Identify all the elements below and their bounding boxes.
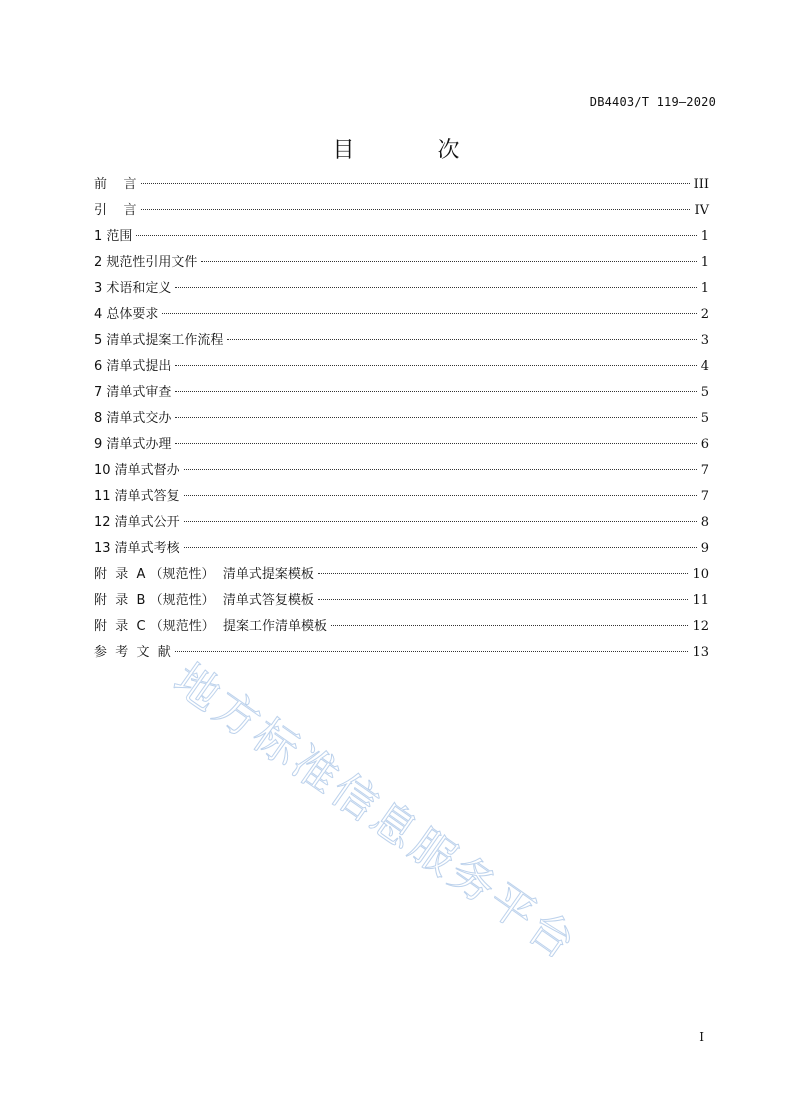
toc-entry-label: 9 清单式办理 [94,437,172,452]
toc-entry-page: IV [694,203,709,218]
toc-dot-leader [141,183,690,184]
toc-entry-label: 12 清单式公开 [94,515,180,530]
toc-dot-leader [184,469,697,470]
toc-entry[interactable] [94,406,709,432]
page-number: I [699,1030,704,1044]
toc-entry[interactable] [94,510,709,536]
toc-entry-label: 1 范围 [94,229,133,244]
toc-entry-label: 5 清单式提案工作流程 [94,333,224,348]
toc-dot-leader [175,365,696,366]
toc-dot-leader [141,209,691,210]
toc-entry[interactable] [94,224,709,250]
toc-entry-page: 10 [692,567,709,582]
toc-entry-label: 3 术语和定义 [94,281,172,296]
toc-entry-page: 9 [700,541,709,556]
toc-entry-label: 引 言 [94,203,137,218]
toc-entry-page: 11 [692,593,709,608]
toc-entry-label: 13 清单式考核 [94,541,180,556]
toc-dot-leader [175,443,696,444]
toc-dot-leader [184,547,697,548]
table-of-contents [94,172,709,666]
toc-entry-page: 1 [700,255,709,270]
toc-entry[interactable] [94,302,709,328]
toc-dot-leader [318,599,689,600]
toc-dot-leader [201,261,696,262]
toc-entry-page: 4 [700,359,709,374]
toc-entry-label: 7 清单式审查 [94,385,172,400]
toc-entry[interactable] [94,432,709,458]
toc-entry-page: 1 [700,229,709,244]
toc-entry-label: 2 规范性引用文件 [94,255,198,270]
toc-entry[interactable] [94,198,709,224]
toc-entry-label: 附 录 A （规范性） 清单式提案模板 [94,567,314,582]
toc-entry-label: 10 清单式督办 [94,463,180,478]
toc-entry-page: III [693,177,709,192]
toc-entry-label: 4 总体要求 [94,307,159,322]
toc-dot-leader [175,651,689,652]
toc-entry[interactable] [94,614,709,640]
toc-dot-leader [184,495,697,496]
toc-entry-label: 6 清单式提出 [94,359,172,374]
toc-entry[interactable] [94,458,709,484]
toc-entry-page: 3 [700,333,709,348]
toc-entry-page: 5 [700,385,709,400]
toc-entry-page: 7 [700,463,709,478]
toc-entry-page: 5 [700,411,709,426]
watermark: 地方标准信息服务平台 [164,654,587,972]
toc-entry[interactable] [94,172,709,198]
toc-entry-label: 参 考 文 献 [94,645,171,660]
toc-entry-page: 2 [700,307,709,322]
toc-entry-page: 12 [692,619,709,634]
toc-entry-label: 附 录 B （规范性） 清单式答复模板 [94,593,314,608]
toc-dot-leader [184,521,697,522]
document-code: DB4403/T 119—2020 [589,95,716,109]
toc-entry-label: 8 清单式交办 [94,411,172,426]
toc-dot-leader [318,573,689,574]
toc-dot-leader [162,313,696,314]
toc-entry[interactable] [94,250,709,276]
toc-entry[interactable] [94,640,709,666]
toc-entry-page: 7 [700,489,709,504]
toc-entry-label: 11 清单式答复 [94,489,180,504]
toc-dot-leader [331,625,688,626]
toc-entry-label: 前 言 [94,177,137,192]
toc-entry-page: 13 [692,645,709,660]
toc-entry[interactable] [94,588,709,614]
toc-dot-leader [175,287,696,288]
toc-entry[interactable] [94,536,709,562]
page-title: 目 次 [332,138,498,163]
toc-entry[interactable] [94,484,709,510]
toc-entry[interactable] [94,354,709,380]
toc-entry-page: 8 [700,515,709,530]
toc-entry[interactable] [94,328,709,354]
toc-entry[interactable] [94,276,709,302]
toc-dot-leader [175,417,696,418]
toc-dot-leader [136,235,696,236]
toc-dot-leader [227,339,696,340]
toc-entry-label: 附 录 C （规范性） 提案工作清单模板 [94,619,328,634]
toc-entry-page: 6 [700,437,709,452]
toc-entry[interactable] [94,380,709,406]
toc-entry[interactable] [94,562,709,588]
toc-entry-page: 1 [700,281,709,296]
toc-dot-leader [175,391,696,392]
